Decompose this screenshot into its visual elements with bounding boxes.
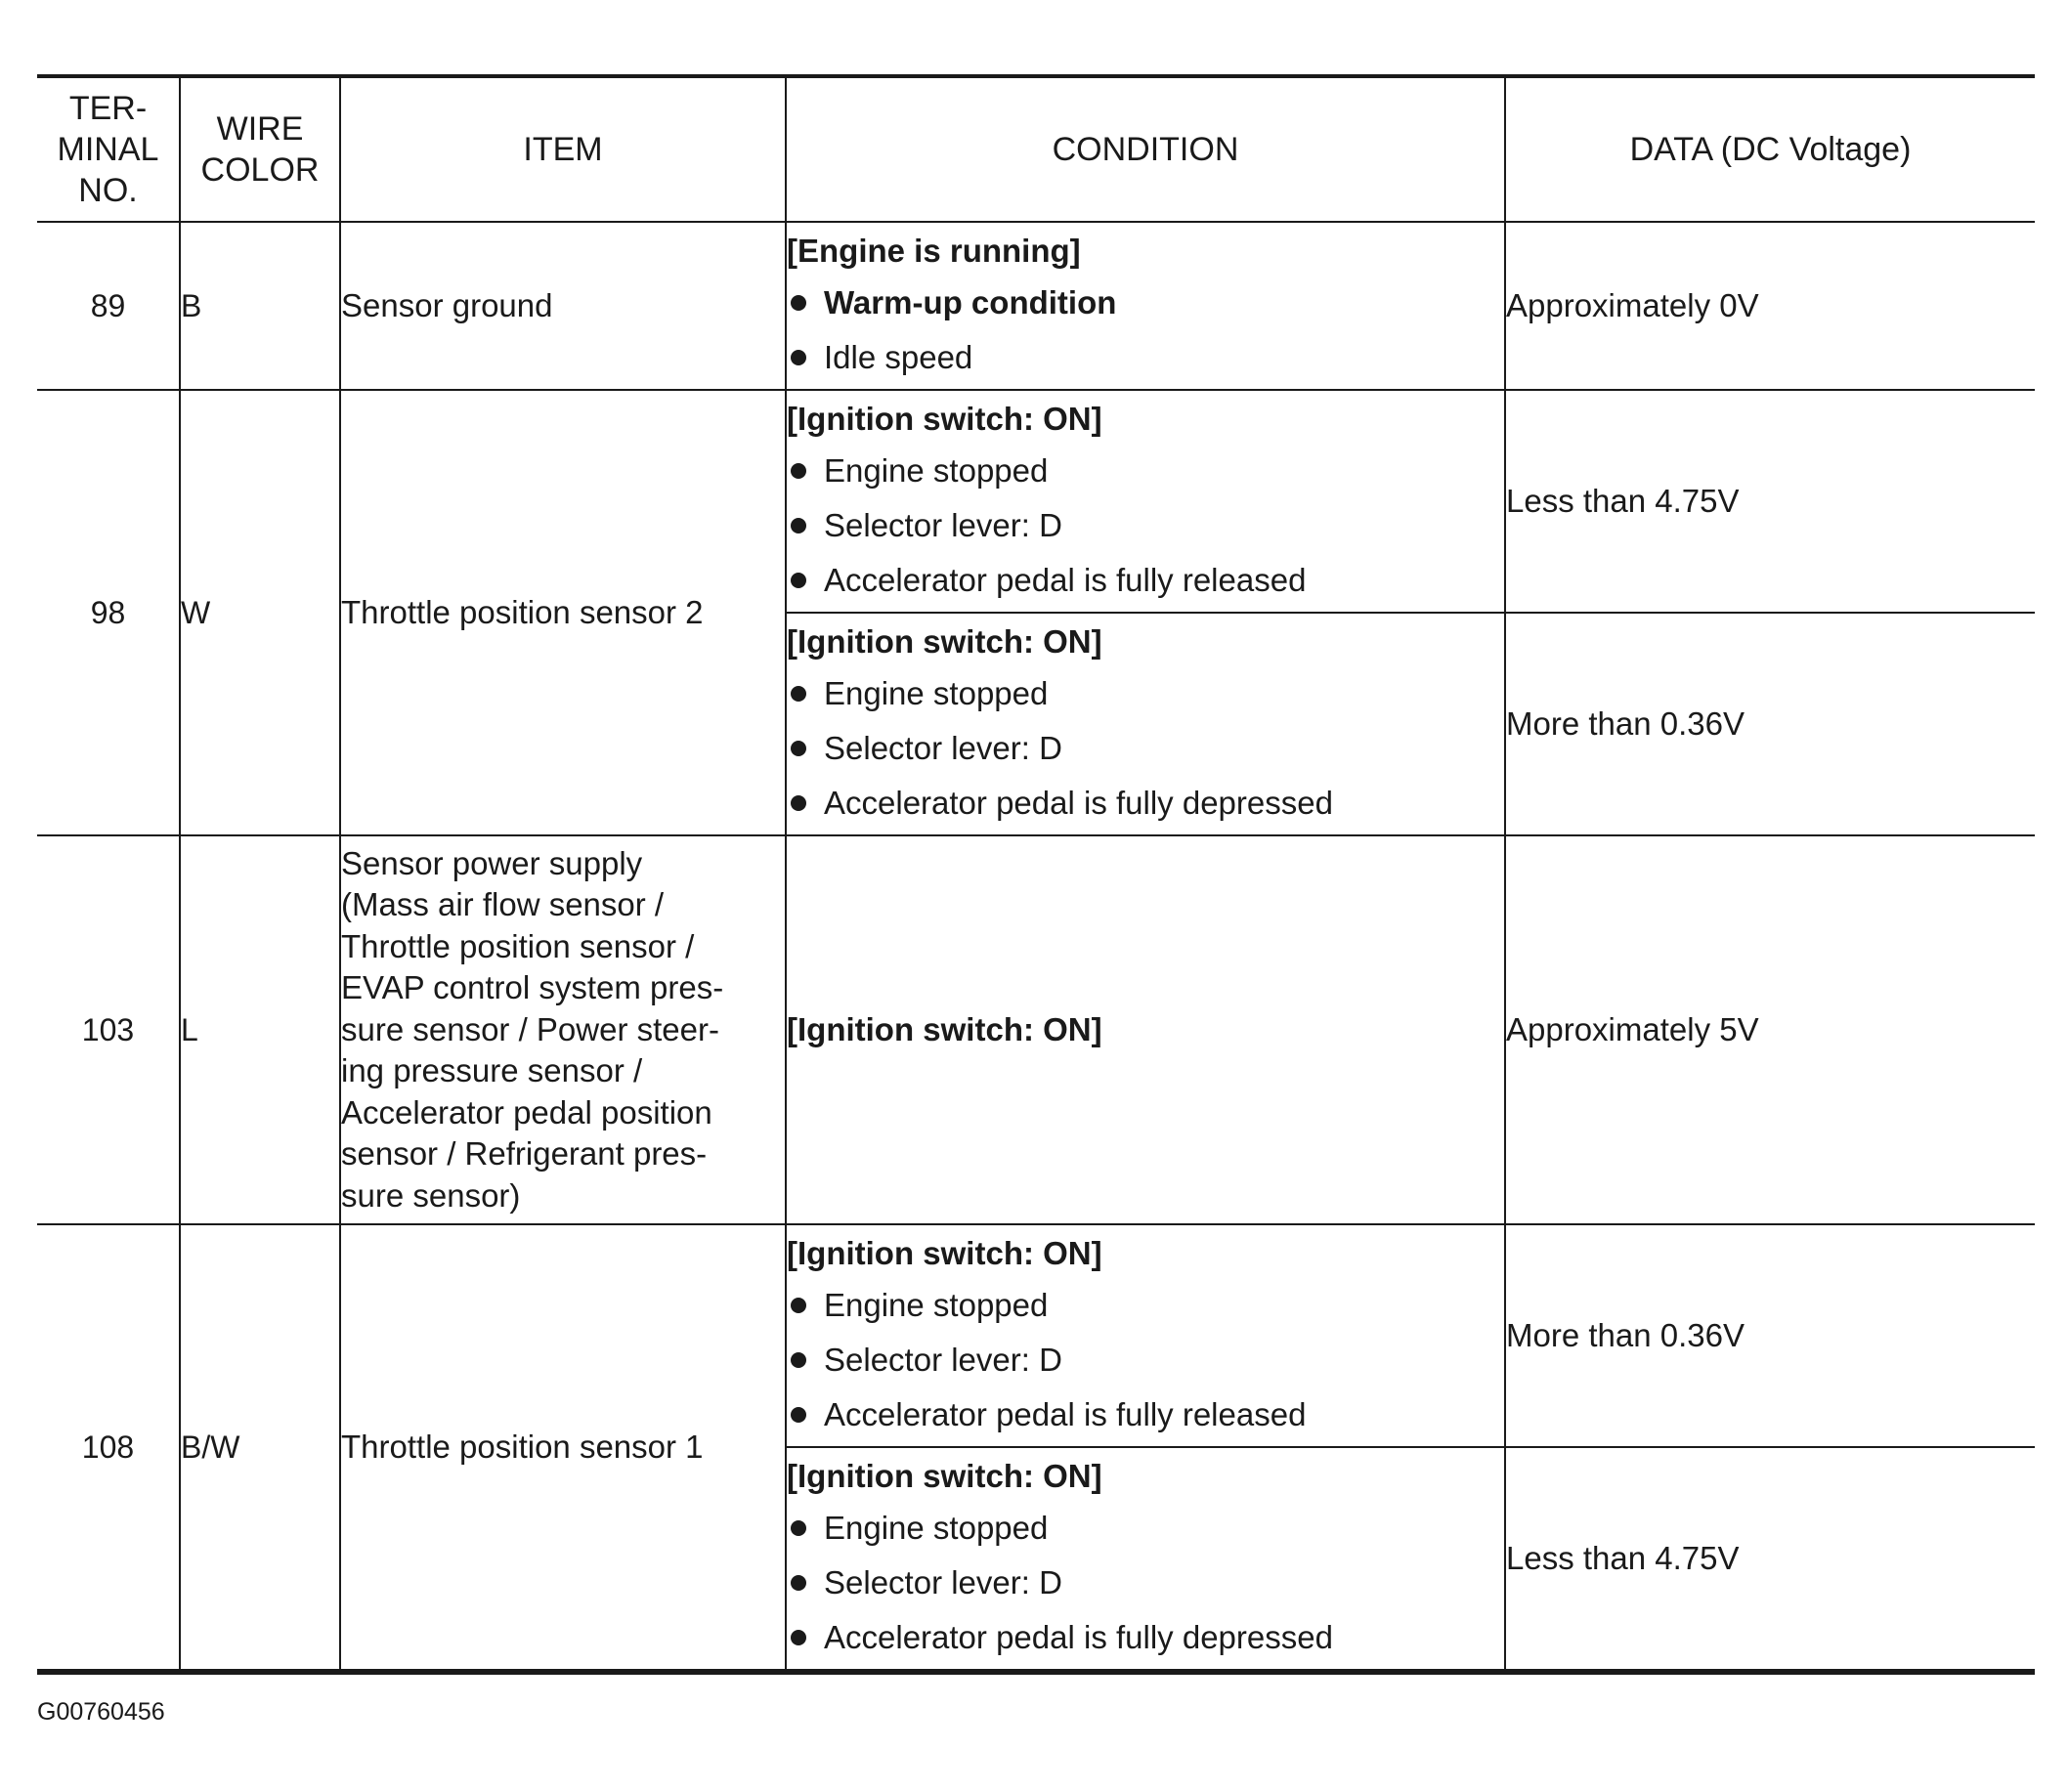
dc-voltage-cell: More than 0.36V [1505, 1224, 2035, 1447]
condition-item [787, 498, 1504, 553]
header-terminal-no: TER- MINAL NO. [37, 76, 180, 222]
bullet-icon [791, 1630, 806, 1645]
wire-color-cell: W [180, 390, 340, 835]
condition-item [787, 1333, 1504, 1387]
dc-voltage-cell: Approximately 5V [1505, 835, 2035, 1224]
condition-item [787, 721, 1504, 776]
bullet-icon [791, 795, 806, 811]
condition-item-text: Accelerator pedal is fully depressed [824, 1619, 1333, 1655]
item-cell [340, 835, 786, 1224]
header-wire-color: WIRE COLOR [180, 76, 340, 222]
condition-cell [786, 1447, 1505, 1672]
condition-cell [786, 1224, 1505, 1447]
condition-item [787, 330, 1504, 385]
terminal-no-cell: 89 [37, 222, 180, 390]
item-line: Sensor power supply [341, 844, 643, 881]
condition-heading: [Ignition switch: ON] [787, 401, 1102, 437]
condition-cell [786, 613, 1505, 835]
terminal-no-cell: 108 [37, 1224, 180, 1672]
item-cell: Throttle position sensor 2 [340, 390, 786, 835]
condition-item-text: Engine stopped [824, 1510, 1049, 1546]
item-cell: Throttle position sensor 1 [340, 1224, 786, 1672]
terminal-data-table [37, 74, 2035, 1675]
bullet-icon [791, 1352, 806, 1368]
condition-item-text: Warm-up condition [824, 284, 1117, 320]
condition-item-text: Selector lever: D [824, 507, 1062, 543]
bullet-icon [791, 518, 806, 533]
table-body [37, 222, 2035, 1672]
condition-item [787, 553, 1504, 608]
bullet-icon [791, 573, 806, 588]
table-row [37, 1224, 2035, 1447]
bullet-icon [791, 1407, 806, 1423]
condition-item [787, 776, 1504, 831]
condition-cell [786, 835, 1505, 1224]
condition-item [787, 1278, 1504, 1333]
item-line: EVAP control system pres- [341, 969, 724, 1006]
condition-item-text: Engine stopped [824, 675, 1049, 711]
bullet-icon [791, 295, 806, 311]
table-row [37, 835, 2035, 1224]
bullet-icon [791, 1575, 806, 1591]
condition-item [787, 1556, 1504, 1610]
bullet-icon [791, 741, 806, 756]
item-line: ing pressure sensor / [341, 1052, 643, 1089]
condition-item-text: Engine stopped [824, 1287, 1049, 1323]
figure-id: G00760456 [37, 1698, 165, 1726]
condition-item [787, 1387, 1504, 1442]
condition-heading: [Ignition switch: ON] [787, 623, 1102, 660]
item-line: (Mass air flow sensor / [341, 886, 665, 923]
bullet-icon [791, 1298, 806, 1313]
item-line: Throttle position sensor / [341, 927, 695, 964]
wire-color-cell: B/W [180, 1224, 340, 1672]
header-data: DATA (DC Voltage) [1505, 76, 2035, 222]
condition-item-text: Accelerator pedal is fully released [824, 562, 1307, 598]
condition-item-text: Selector lever: D [824, 730, 1062, 766]
header-condition: CONDITION [786, 76, 1505, 222]
condition-item [787, 1501, 1504, 1556]
item-line: sure sensor) [341, 1176, 521, 1214]
condition-heading: [Ignition switch: ON] [787, 1458, 1102, 1494]
condition-item-text: Selector lever: D [824, 1564, 1062, 1600]
wire-color-cell: L [180, 835, 340, 1224]
header-item: ITEM [340, 76, 786, 222]
table-row [37, 390, 2035, 613]
condition-item [787, 276, 1504, 330]
condition-item [787, 444, 1504, 498]
condition-item-text: Accelerator pedal is fully depressed [824, 785, 1333, 821]
dc-voltage-cell: Less than 4.75V [1505, 390, 2035, 613]
condition-item-text: Idle speed [824, 339, 973, 375]
condition-cell [786, 390, 1505, 613]
terminal-no-cell: 103 [37, 835, 180, 1224]
item-line: sensor / Refrigerant pres- [341, 1135, 708, 1173]
item-line: sure sensor / Power steer- [341, 1010, 719, 1047]
item-cell: Sensor ground [340, 222, 786, 390]
condition-item-text: Engine stopped [824, 452, 1049, 489]
item-line: Accelerator pedal position [341, 1093, 712, 1131]
bullet-icon [791, 350, 806, 365]
bullet-icon [791, 1520, 806, 1536]
condition-cell [786, 222, 1505, 390]
dc-voltage-cell: Less than 4.75V [1505, 1447, 2035, 1672]
dc-voltage-cell: More than 0.36V [1505, 613, 2035, 835]
terminal-no-cell: 98 [37, 390, 180, 835]
condition-heading: [Ignition switch: ON] [787, 1011, 1102, 1047]
condition-item [787, 1610, 1504, 1665]
condition-item-text: Selector lever: D [824, 1342, 1062, 1378]
condition-item-text: Accelerator pedal is fully released [824, 1396, 1307, 1432]
dc-voltage-cell: Approximately 0V [1505, 222, 2035, 390]
condition-heading: [Engine is running] [787, 233, 1081, 269]
table-row [37, 222, 2035, 390]
header-row [37, 76, 2035, 222]
bullet-icon [791, 463, 806, 479]
wire-color-cell: B [180, 222, 340, 390]
bullet-icon [791, 686, 806, 702]
condition-heading: [Ignition switch: ON] [787, 1235, 1102, 1271]
condition-item [787, 666, 1504, 721]
